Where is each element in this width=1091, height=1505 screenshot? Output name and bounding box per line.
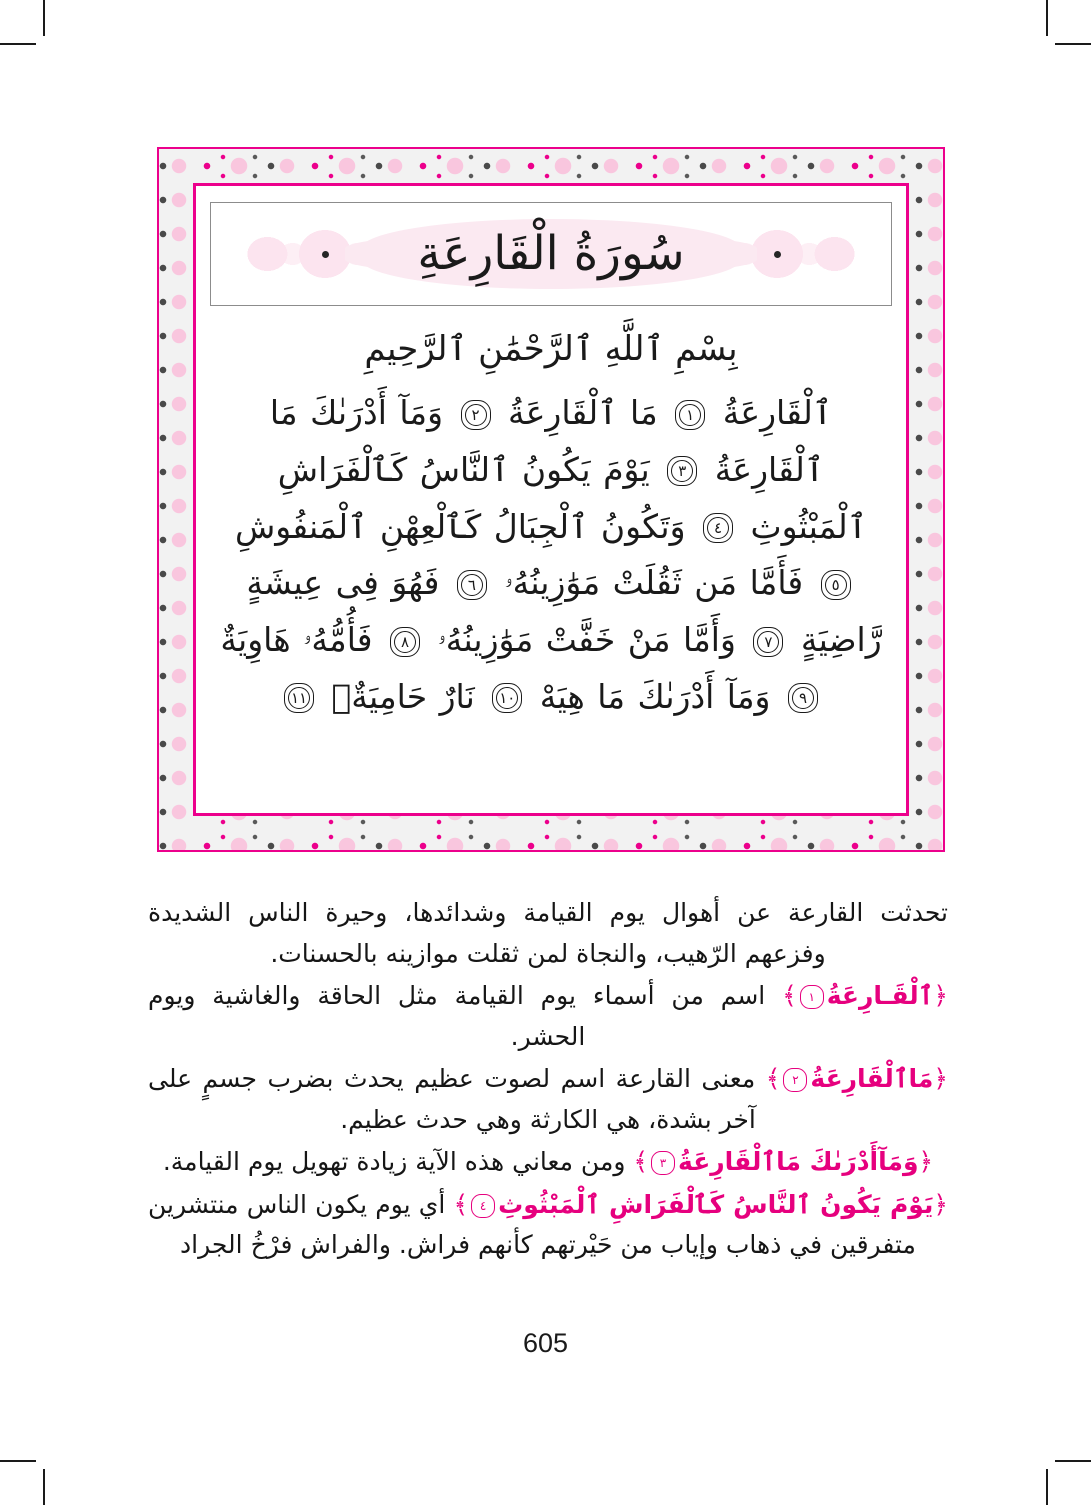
commentary-explanation-text: ومن معاني هذه الآية زيادة تهويل يوم القيامة.: [162, 1147, 634, 1176]
commentary-entry: [148, 1059, 948, 1140]
verse-text: ٱلْقَارِعَةُ: [710, 393, 833, 432]
verse-text: فَهُوَ فِى عِيشَةٍ رَّاضِيَةٍ: [246, 563, 882, 659]
ayah-number-marker: ٣: [665, 454, 699, 488]
inline-ayah-number-marker: ٣: [650, 1150, 676, 1176]
frame-content-area: [200, 190, 902, 809]
crop-mark-top-left-horizontal: [0, 43, 36, 45]
commentary-explanation-text: معنى القارعة اسم لصوت عظيم يحدث بضرب جسمٍ على آخر بشدة، هي الكارثة وهي حدث عظيم.: [148, 1064, 766, 1134]
commentary-entry: [148, 976, 948, 1057]
verse-text: مَا ٱلْقَارِعَةُ: [495, 393, 658, 432]
ayah-number-marker: ١٠: [490, 681, 524, 715]
inline-ayah-number-marker: ٤: [470, 1193, 496, 1219]
quote-open-bracket-icon: ﴿: [933, 1189, 948, 1219]
crop-mark-top-left-vertical: [43, 0, 45, 36]
ayah-number-marker: ٦: [455, 568, 489, 602]
ayah-number-marker: ٨: [388, 625, 422, 659]
crop-mark-bottom-right-horizontal: [1055, 1460, 1091, 1462]
verse-text: وَمَآ أَدْرَىٰكَ مَا هِيَهْ: [527, 676, 771, 716]
quoted-verse-text: ٱلْقَـارِعَةُ: [826, 981, 934, 1010]
commentary-explanation-text: اسم من أسماء يوم القيامة مثل الحاقة والغاشية ويوم الحشر.: [148, 981, 783, 1051]
ayah-number-marker: ٧: [751, 625, 785, 659]
quoted-verse-text: يَوْمَ يَكُونُ ٱلنَّاسُ كَٱلْفَرَاشِ ٱلْمَبْثُوثِ: [498, 1189, 934, 1219]
crop-mark-top-right-horizontal: [1055, 43, 1091, 45]
quoted-verse-text: مَاٱلْقَارِعَةُ: [810, 1064, 934, 1093]
ayah-number-marker: ٥: [819, 568, 853, 602]
ayah-number-marker: ٤: [701, 511, 735, 545]
crop-mark-bottom-left-horizontal: [0, 1460, 36, 1462]
surah-title-cartouche: [361, 219, 740, 290]
verse-text: نَارٌ حَامِيَةٌۢ: [319, 676, 475, 716]
verse-text: وَمَآ أَدْرَىٰكَ مَا ٱلْقَارِعَةُ: [269, 393, 825, 489]
ayah-number-marker: ٩: [786, 681, 820, 715]
verse-text: وَأَمَّا مَنْ خَفَّتْ مَوَٰزِينُهُۥ: [425, 620, 736, 659]
crop-mark-top-right-vertical: [1046, 0, 1048, 36]
quote-open-bracket-icon: ﴿: [933, 1064, 948, 1093]
inline-ayah-number-marker: ٢: [782, 1067, 808, 1093]
quote-close-bracket-icon: ﴾: [453, 1189, 469, 1219]
ayah-number-marker: ١: [673, 398, 707, 432]
verse-text: فَأُمُّهُۥ هَاوِيَةٌ: [220, 620, 373, 659]
surah-title-box: [210, 202, 892, 306]
verse-text: وَتَكُونُ ٱلْجِبَالُ كَٱلْعِهْنِ ٱلْمَنفُوشِ: [234, 506, 686, 546]
ayah-number-marker: ١١: [282, 681, 316, 715]
quote-close-bracket-icon: ﴾: [633, 1147, 649, 1176]
quote-open-bracket-icon: ﴿: [933, 981, 948, 1010]
quran-ornamental-frame: [157, 147, 945, 852]
page-number: 605: [522, 1328, 569, 1358]
inline-ayah-number-marker: ١: [799, 984, 825, 1010]
surah-title-text: سُورَةُ الْقَارِعَةِ: [417, 225, 685, 281]
bismillah-text: بِسْمِ ٱللَّهِ ٱلرَّحْمَٰنِ ٱلرَّحِيمِ: [364, 329, 738, 369]
verse-text: فَأَمَّا مَن ثَقُلَتْ مَوَٰزِينُهُۥ: [491, 563, 804, 603]
quote-close-bracket-icon: ﴾: [765, 1064, 781, 1093]
commentary-entry: [148, 1142, 948, 1183]
quote-close-bracket-icon: ﴾: [782, 981, 797, 1010]
crop-mark-bottom-left-vertical: [43, 1469, 45, 1505]
quoted-verse-text: وَمَآأَدْرَىٰكَ مَاٱلْقَارِعَةُ: [678, 1147, 919, 1176]
quote-open-bracket-icon: ﴿: [918, 1147, 934, 1176]
commentary-section: [148, 893, 948, 1268]
crop-mark-bottom-right-vertical: [1046, 1469, 1048, 1505]
commentary-entry: [148, 1185, 948, 1266]
ayah-number-marker: ٢: [459, 398, 493, 432]
quran-verses-body: [214, 385, 888, 726]
verse-text: يَوْمَ يَكُونُ ٱلنَّاسُ كَٱلْفَرَاشِ ٱلْمَبْثُوثِ: [277, 449, 868, 546]
commentary-explanation-text: أي يوم يكون الناس منتشرين متفرقين في ذهاب وإياب من حَيْرتهم كأنهم فراش. والفراش فرْخُ الجراد: [148, 1189, 916, 1259]
commentary-intro: تحدثت القارعة عن أهوال يوم القيامة وشدائدها، وحيرة الناس الشديدة وفزعهم الرّهيب، والنجاة لمن ثقلت موازينه بالحسنات.: [148, 898, 948, 968]
